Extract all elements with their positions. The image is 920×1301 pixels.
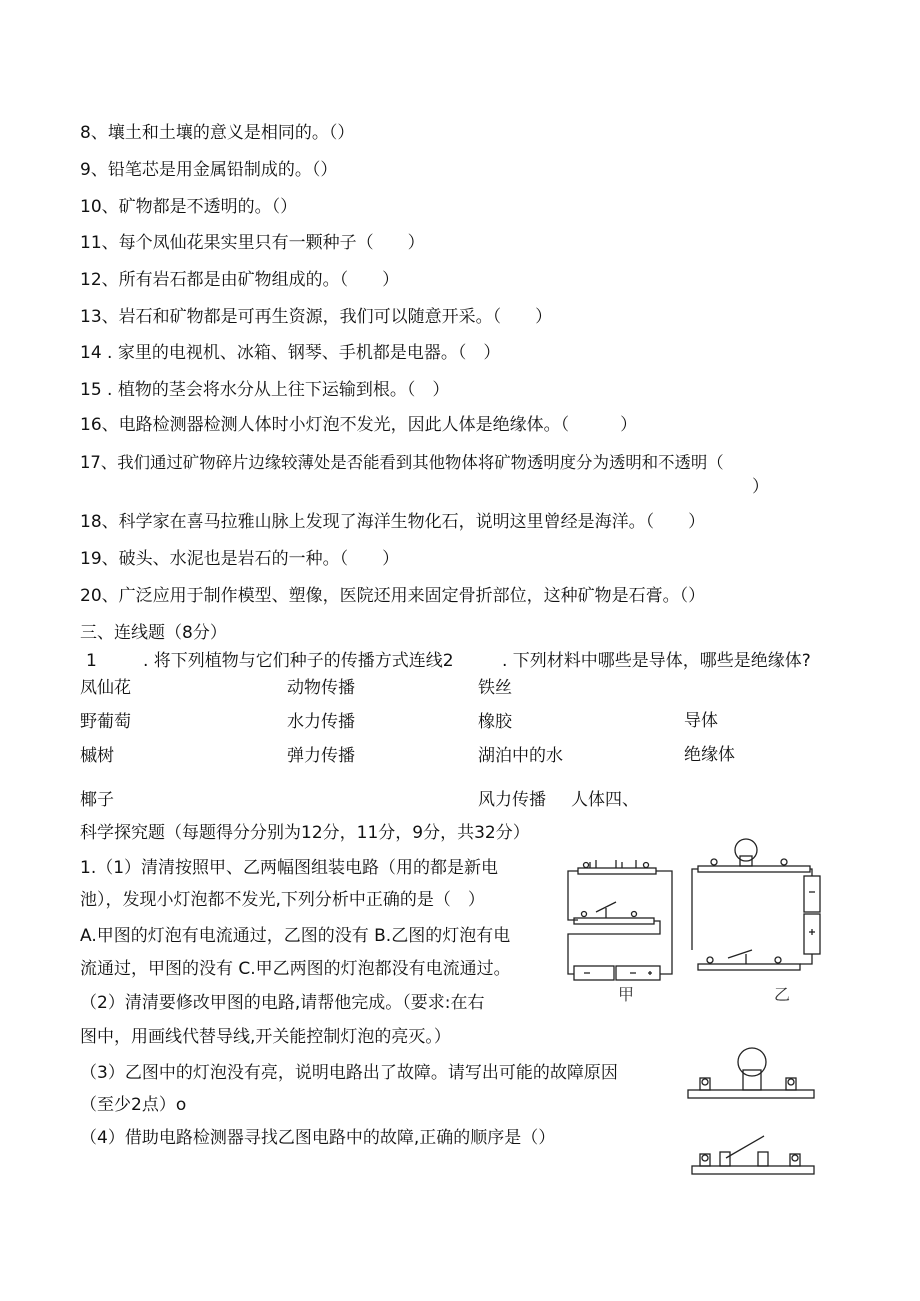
dispersal-animal: 动物传播 [287,678,355,698]
matching-q2-text: . 下列材料中哪些是导体，哪些是绝缘体? [502,651,811,671]
figure-label-jia: 甲 [618,985,635,1004]
question-20: 20、广泛应用于制作模型、塑像，医院还用来固定骨折部位，这种矿物是石膏。（） [80,586,706,606]
material-tiesi: 铁丝 [478,678,512,698]
matching-heading: 三、连线题（8分） [80,623,227,643]
wire-left [568,871,578,920]
inquiry-line-2: 池），发现小灯泡都不发光,下列分析中正确的是（ ） [80,890,485,910]
dispersal-water: 水力传播 [287,712,355,732]
question-14: 14 . 家里的电视机、冰箱、钢琴、手机都是电器。（ ） [80,343,501,363]
inquiry-line-8: （至少2点）o [80,1095,187,1115]
inquiry-line-1: 1.（1）清清按照甲、乙两幅图组装电路（用的都是新电 [80,858,499,878]
matching-q1-number: 1 [86,651,97,671]
question-12: 12、所有岩石都是由矿物组成的。（ ） [80,270,400,290]
switch-board [574,902,654,924]
question-10: 10、矿物都是不透明的。（） [80,197,298,217]
question-18: 18、科学家在喜马拉雅山脉上发现了海洋生物化石，说明这里曾经是海洋。（ ） [80,512,706,532]
plant-qishu: 槭树 [80,746,114,766]
switch-board-figure [686,1122,820,1180]
material-lake-water: 湖泊中的水 [478,746,563,766]
wire-left-yi [692,869,698,950]
figure-label-yi: 乙 [774,985,791,1004]
question-19: 19、破头、水泥也是岩石的一种。（ ） [80,549,400,569]
question-16: 16、电路检测器检测人体时小灯泡不发光，因此人体是绝缘体。（ ） [80,415,638,435]
question-17: 17、我们通过矿物碎片边缘较薄处是否能看到其他物体将矿物透明度分为透明和不透明（ [80,453,724,472]
inquiry-line-7: （3）乙图中的灯泡没有亮，说明电路出了故障。请写出可能的故障原因 [80,1063,618,1083]
inquiry-line-5: （2）清清要修改甲图的电路,请帮他完成。（要求:在右 [80,993,485,1013]
question-15: 15 . 植物的茎会将水分从上往下运输到根。（ ） [80,380,450,400]
question-8: 8、壤土和土壤的意义是相同的。（） [80,123,355,143]
label-insulator: 绝缘体 [684,745,735,765]
inquiry-line-6: 图中，用画线代替导线,开关能控制灯泡的亮灭。） [80,1027,451,1047]
question-11: 11、每个凤仙花果实里只有一颗种子（ ） [80,233,425,253]
wire-right-bottom-yi [800,954,812,964]
plant-yeputao: 野葡萄 [80,712,131,732]
battery-board-top [578,860,656,874]
inquiry-line-4: 流通过，甲图的没有 C.甲乙两图的灯泡都没有电流通过。 [80,959,511,979]
question-9: 9、铅笔芯是用金属铅制成的。（） [80,160,338,180]
plant-fengxianhua: 凤仙花 [80,678,131,698]
dispersal-spring: 弹力传播 [287,746,355,766]
inquiry-line-9: （4）借助电路检测器寻找乙图电路中的故障,正确的顺序是（） [80,1128,556,1148]
circuit-diagram-yi [688,832,828,1012]
question-17-paren: ） [752,477,769,497]
dispersal-wind: 风力传播 [478,790,546,810]
bulb-board-figure [686,1032,820,1104]
wire-right [656,871,672,974]
inquiry-line-3: A.甲图的灯泡有电流通过，乙图的没有 B.乙图的灯泡有电 [80,926,511,946]
switch-board-yi [698,950,800,970]
matching-q1-text: . 将下列植物与它们种子的传播方式连线2 [143,651,454,671]
question-13: 13、岩石和矿物都是可再生资源，我们可以随意开采。（ ） [80,307,553,327]
inquiry-heading: 科学探究题（每题得分分别为12分，11分，9分，共32分） [80,823,530,843]
material-xiangjiao: 橡胶 [478,712,512,732]
battery-pair [574,966,660,980]
plant-yezi: 椰子 [80,790,114,810]
bulb-board [698,839,810,872]
label-conductor: 导体 [684,711,718,731]
vertical-batteries [804,876,820,954]
circuit-diagram-jia [560,854,680,1004]
material-renti: 人体四、 [571,790,639,810]
